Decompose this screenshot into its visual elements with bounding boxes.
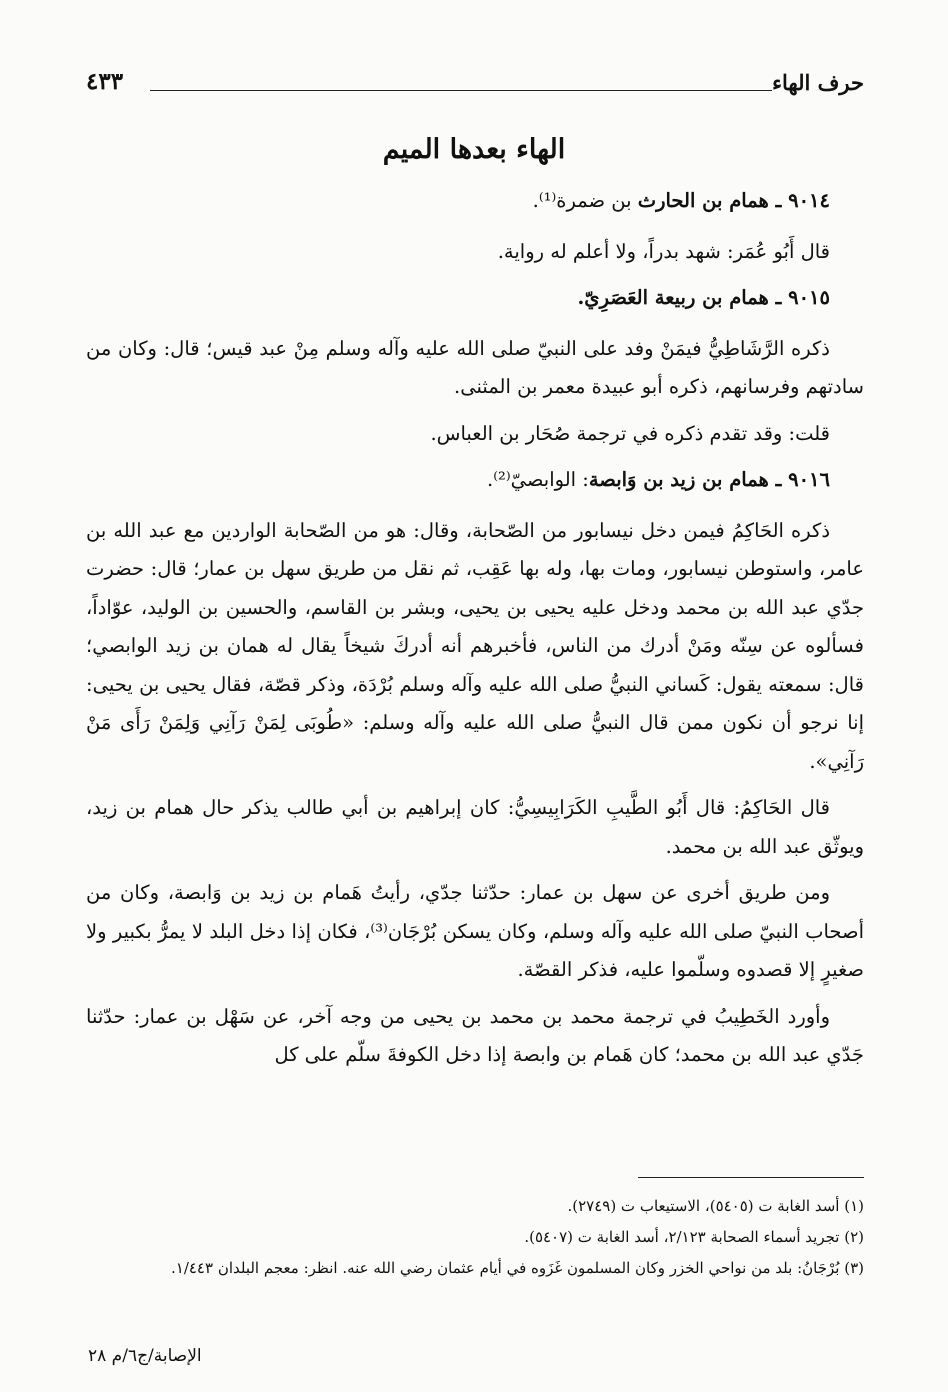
entry-9014 [86,182,864,221]
footnotes [90,1191,864,1284]
entry-heading-tail: : الوابصيّ⁽²⁾. [487,468,589,491]
paragraph: قال الحَاكِمُ: قال أَبُو الطَّيبِ الكَرَابِيسِيُّ: كان إبراهيم بن أبي طالب يذكر حال همام بن زيد، ويوثّق عبد الله بن محمد. [86,796,864,858]
entry-heading: ٩٠١٥ ـ همام بن ربيعة العَصَرِيّ. [577,286,830,309]
entry-heading: ٩٠١٤ ـ همام بن الحارث [637,189,830,212]
page-number: ٤٣٣ [86,68,124,95]
signature-mark: الإصابة/ج٦/م ٢٨ [88,1346,202,1366]
paragraph: ومن طريق أخرى عن سهل بن عمار: حدّثنا جدّي، رأيتُ هَمام بن زيد بن وَابصة، وكان من أصحاب النبيّ صلى الله عليه وآله وسلم، وكان يسكن بُرْجَان⁽³⁾، فكان إذا دخل البلد لا يمرُّ بكبير ولا صغيرٍ إلا قصدوه وسلّموا عليه، فذكر القصّة. [86,881,864,981]
paragraph: قلت: وقد تقدم ذكره في ترجمة صُحَار بن العباس. [430,421,830,445]
paragraph: قال أَبُو عُمَر: شهد بدراً، ولا أعلم له رواية. [497,239,830,263]
paragraph: ذكره الرَّشَاطِيُّ فيمَنْ وفد على النبيّ صلى الله عليه وآله وسلم مِنْ عبد قيس؛ قال: وكان من سادتهم وفرسانهم، ذكره أبو عبيدة معمر بن المثنى. [86,336,864,398]
paragraph: ذكره الحَاكِمُ فيمن دخل نيسابور من الصّحابة، وقال: هو من الصّحابة الواردين مع عبد الله بن عامر، واستوطن نيسابور، ومات بها، وله بها عَقِب، ثم نقل من طريق سهل بن عمار؛ قال: حضرت جدّي عبد الله بن محمد ودخل عليه يحيى بن يحيى، وبشر بن القاسم، والحسين بن الوليد، عوّاداً، فسألوه عن سِنّه ومَنْ أدرك من الناس، فأخبرهم أنه أدركَ شيخاً يقال له همان بن زيد الوابصي؛ قال: سمعته يقول: كَساني النبيُّ صلى الله عليه وآله وسلم بُرْدَة، وذكر قصّة، فقال يحيى بن يحيى: إنا نرجو أن نكون ممن قال النبيُّ صلى الله عليه وآله وسلم: «طُوبَى لِمَنْ رَآنِي وَلِمَنْ رَأَى مَنْ رَآنِي». [86,518,864,773]
entry-heading-tail: بن ضمرة⁽¹⁾. [532,189,638,212]
entry-9015 [86,279,864,318]
running-header [86,66,864,106]
chapter-title: حرف الهاء [772,70,864,95]
footnote: (٣) بُرْجَانُ: بلد من نواحي الخزر وكان المسلمون غَزَوه في أيام عثمان رضي الله عنه. انظر: معجم البلدان ١/٤٤٣. [170,1259,864,1277]
main-text [86,182,864,1083]
header-rule [150,90,772,91]
paragraph: وأورد الخَطِيبُ في ترجمة محمد بن محمد بن يحيى من وجه آخر، عن سَهْل بن عمار: حدّثنا جَدّي عبد الله بن محمد؛ كان هَمام بن وابصة إذا دخل الكوفةَ سلّم على كل [86,1004,864,1066]
entry-heading: ٩٠١٦ ـ همام بن زيد بن وَابصة [588,468,830,491]
section-title: الهاء بعدها الميم [382,134,566,165]
footnote: (٢) تجريد أسماء الصحابة ٢/١٢٣، أسد الغابة ت (٥٤٠٧). [524,1228,864,1246]
entry-9016 [86,461,864,500]
footnote-rule [638,1177,864,1178]
footnote: (١) أسد الغابة ت (٥٤٠٥)، الاستيعاب ت (٢٧٤٩). [567,1197,864,1215]
